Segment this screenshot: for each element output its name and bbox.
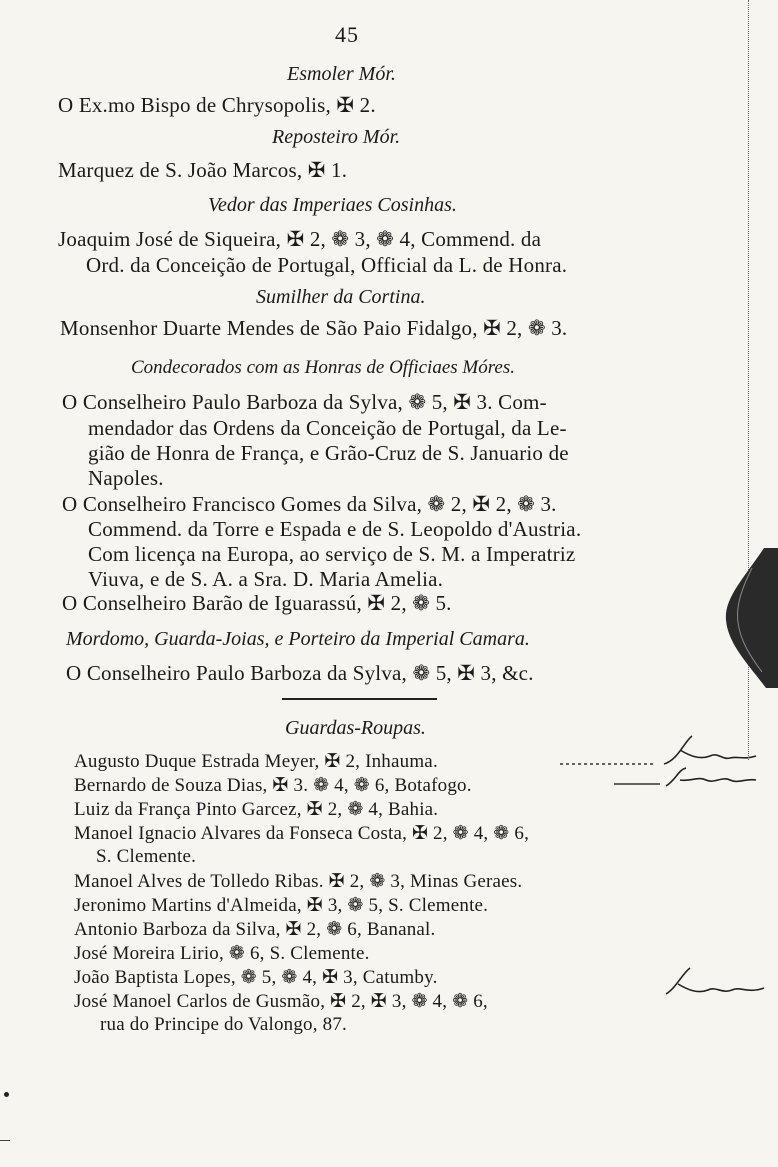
entry-line: Com licença na Europa, ao serviço de S. M. a Imperatriz xyxy=(88,542,576,566)
section-heading: Vedor das Imperiaes Cosinhas. xyxy=(208,194,457,216)
binding-shadow xyxy=(704,548,778,688)
entry-line: Ord. da Conceição de Portugal, Official da L. de Honra. xyxy=(86,253,568,277)
entry-line: José Manoel Carlos de Gusmão, ✠ 2, ✠ 3, ❁ 4, ❁ 6, xyxy=(74,991,488,1012)
entry-line: Manoel Alves de Tolledo Ribas. ✠ 2, ❁ 3, Minas Geraes. xyxy=(74,871,523,892)
section-heading: Sumilher da Cortina. xyxy=(256,286,426,308)
section-heading: Condecorados com as Honras de Officiaes Móres. xyxy=(131,357,516,378)
entry-line: O Conselheiro Francisco Gomes da Silva, ❁ 2, ✠ 2, ❁ 3. xyxy=(62,492,557,516)
entry-line: Antonio Barboza da Silva, ✠ 2, ❁ 6, Bananal. xyxy=(74,919,436,940)
ink-spot xyxy=(4,1092,9,1097)
entry-line: Napoles. xyxy=(88,466,164,490)
entry-line: Monsenhor Duarte Mendes de São Paio Fidalgo, ✠ 2, ❁ 3. xyxy=(60,316,568,340)
section-heading: Mordomo, Guarda-Joias, e Porteiro da Imperial Camara. xyxy=(66,628,530,650)
entry-line: José Moreira Lirio, ❁ 6, S. Clemente. xyxy=(74,943,370,964)
entry-line: mendador das Ordens da Conceição de Portugal, da Le- xyxy=(88,416,567,440)
section-heading: Esmoler Mór. xyxy=(287,63,396,85)
entry-line: Viuva, e de S. A. a Sra. D. Maria Amelia. xyxy=(88,567,444,591)
entry-line: O Conselheiro Paulo Barboza da Sylva, ❁ 5, ✠ 3, &c. xyxy=(66,661,534,685)
handwritten-annotation xyxy=(560,730,760,790)
entry-line: S. Clemente. xyxy=(96,846,197,867)
entry-line: João Baptista Lopes, ❁ 5, ❁ 4, ✠ 3, Catumby. xyxy=(74,967,438,988)
entry-line: Bernardo de Souza Dias, ✠ 3. ❁ 4, ❁ 6, Botafogo. xyxy=(74,775,472,796)
entry-line: Luiz da França Pinto Garcez, ✠ 2, ❁ 4, Bahia. xyxy=(74,799,439,820)
page-number: 45 xyxy=(335,22,359,47)
entry-line: O Ex.mo Bispo de Chrysopolis, ✠ 2. xyxy=(58,93,376,117)
entry-line: Augusto Duque Estrada Meyer, ✠ 2, Inhauma. xyxy=(74,751,438,772)
page-mark xyxy=(0,1140,10,1141)
entry-line: Jeronimo Martins d'Almeida, ✠ 3, ❁ 5, S. Clemente. xyxy=(74,895,489,916)
entry-line: gião de Honra de França, e Grão-Cruz de S. Januario de xyxy=(88,441,569,465)
entry-line: Commend. da Torre e Espada e de S. Leopoldo d'Austria. xyxy=(88,517,582,541)
entry-line: Marquez de S. João Marcos, ✠ 1. xyxy=(58,158,348,182)
handwritten-annotation xyxy=(660,964,770,1008)
entry-line: O Conselheiro Paulo Barboza da Sylva, ❁ 5, ✠ 3. Com- xyxy=(62,390,547,414)
entry-line: Manoel Ignacio Alvares da Fonseca Costa, ✠ 2, ❁ 4, ❁ 6, xyxy=(74,823,530,844)
section-heading: Reposteiro Mór. xyxy=(272,126,401,148)
section-heading: Guardas-Roupas. xyxy=(285,717,426,739)
entry-line: O Conselheiro Barão de Iguarassú, ✠ 2, ❁ 5. xyxy=(62,591,452,615)
section-divider xyxy=(282,698,437,700)
entry-line: Joaquim José de Siqueira, ✠ 2, ❁ 3, ❁ 4, Commend. da xyxy=(58,227,542,251)
entry-line: rua do Principe do Valongo, 87. xyxy=(100,1014,348,1035)
